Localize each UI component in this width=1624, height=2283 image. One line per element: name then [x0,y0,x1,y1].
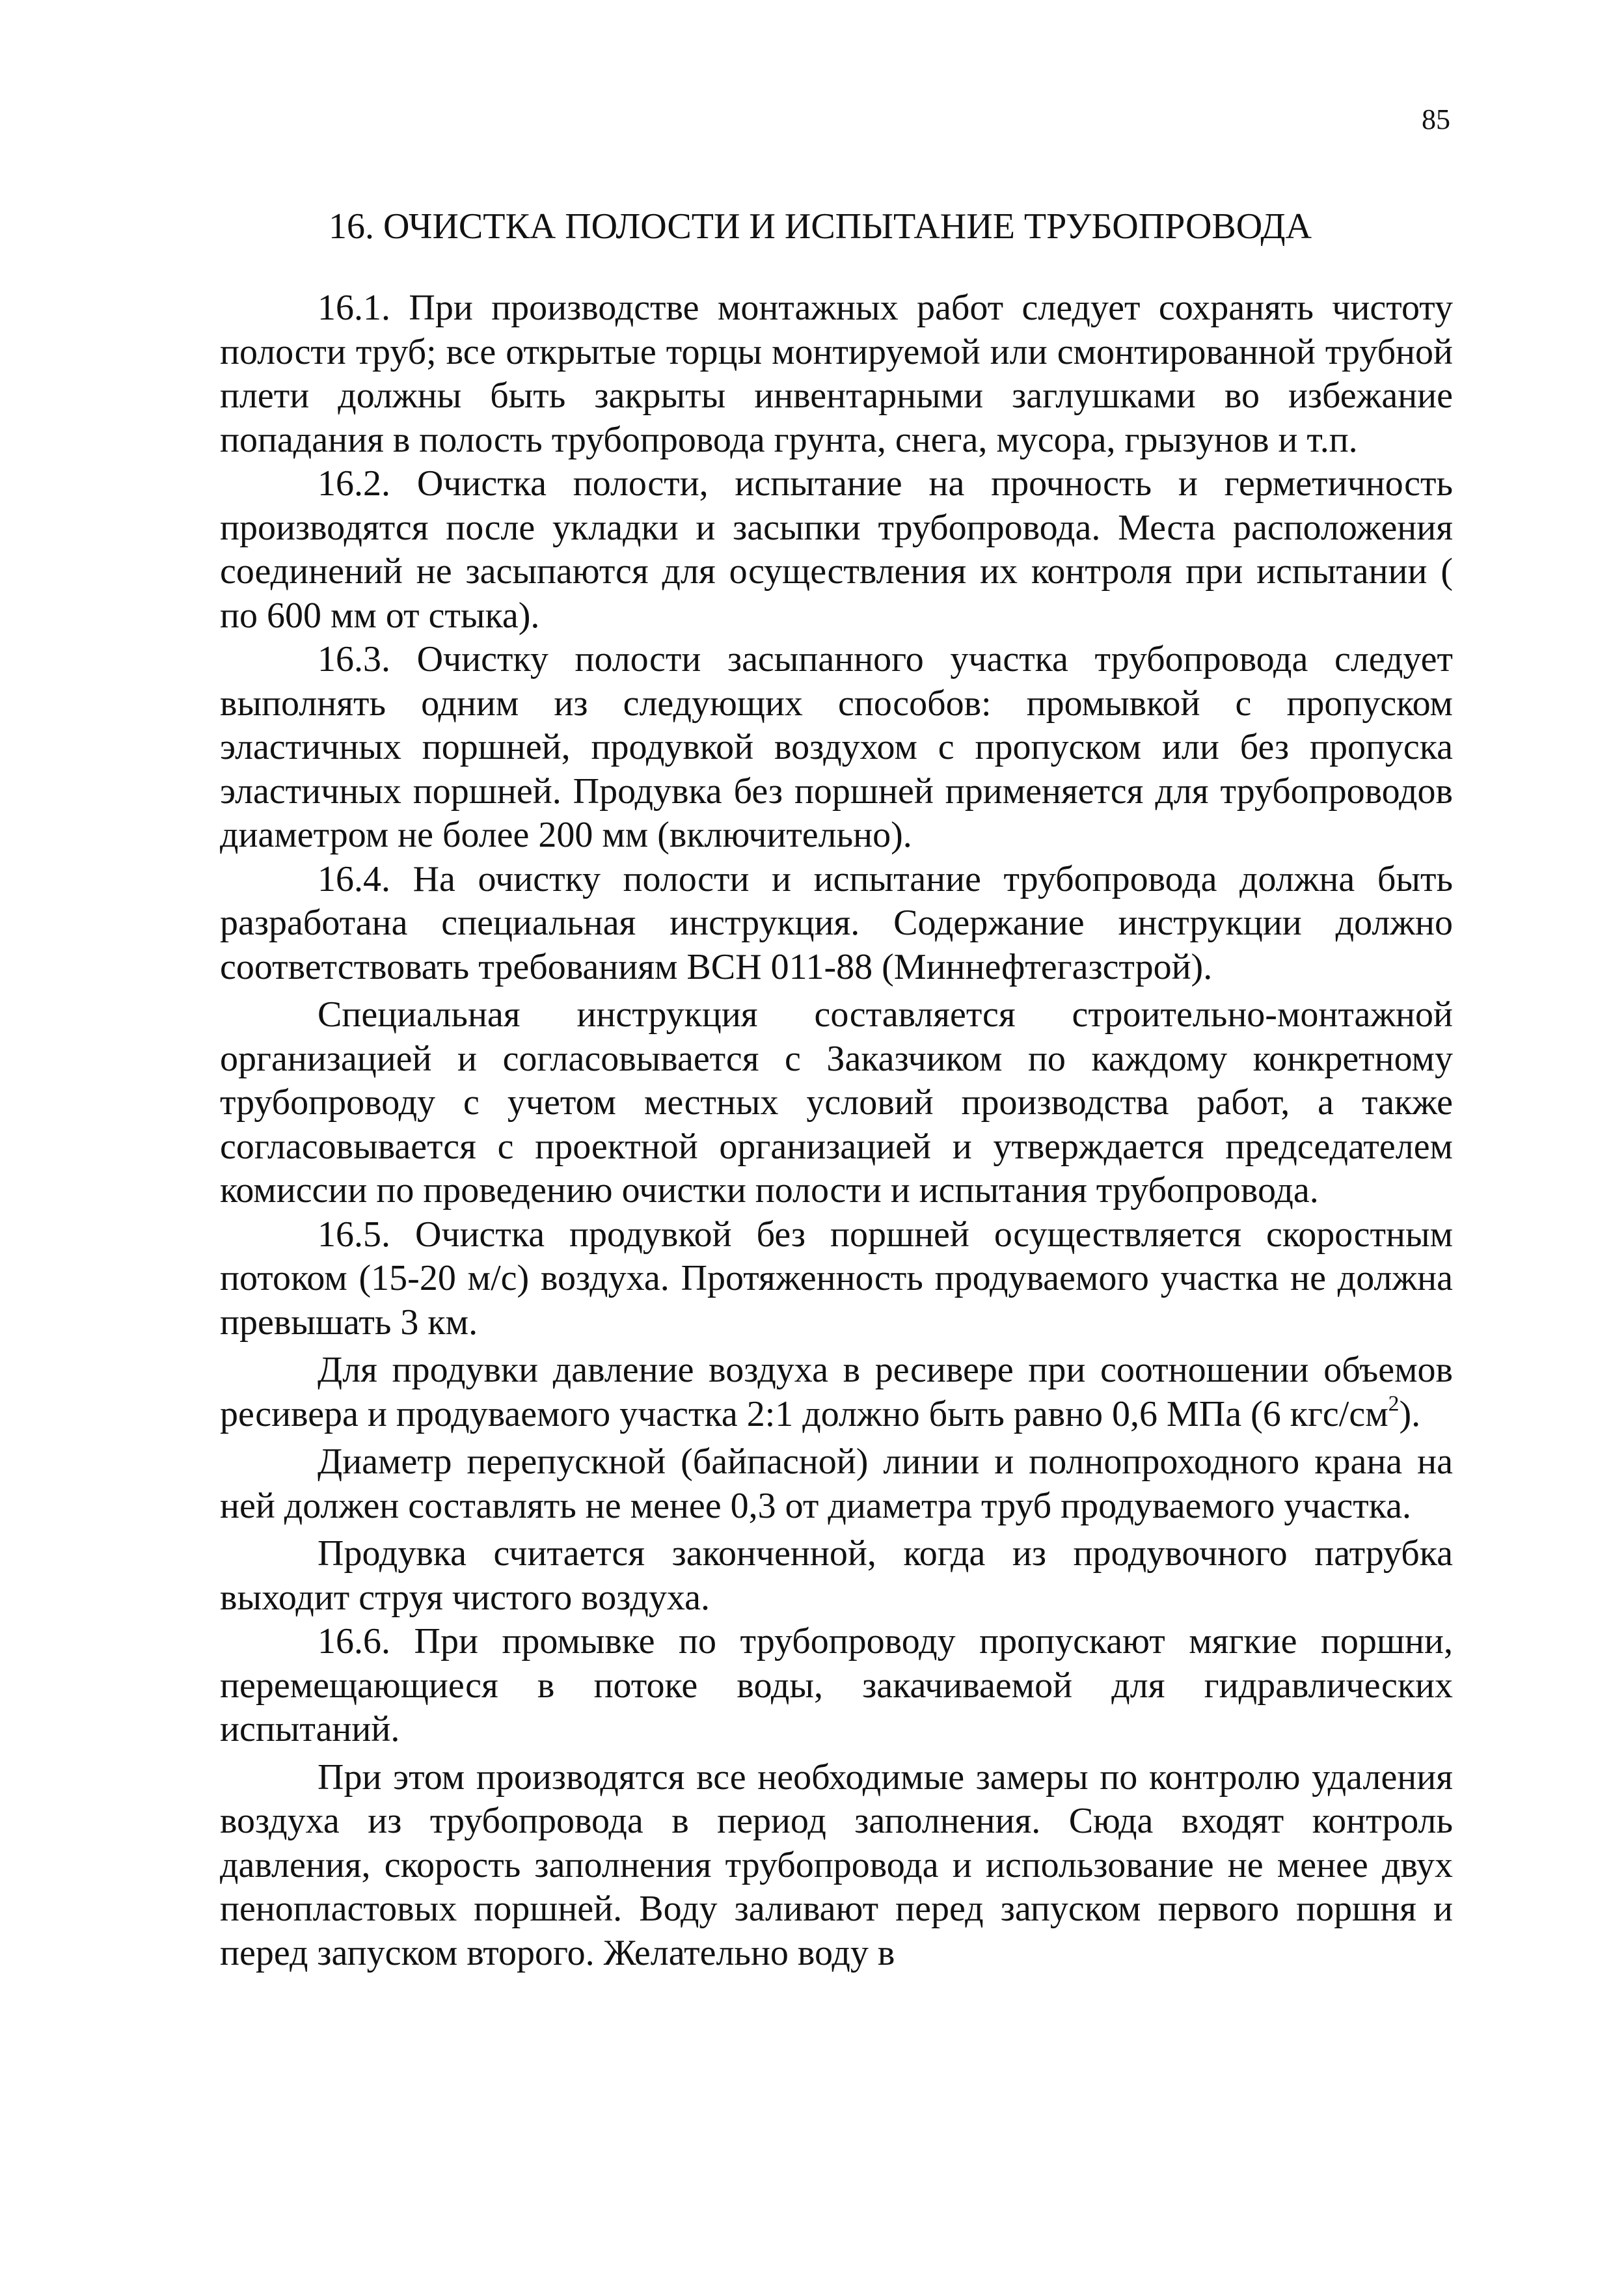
paragraph-16-6: 16.6. При промывке по трубопроводу пропускают мягкие поршни, перемещающиеся в потоке воды, закачиваемой для гидравлических испытаний. [220,1621,1453,1749]
paragraph-measurements: При этом производятся все необходимые замеры по контролю удаления воздуха из трубопровода в период заполнения. Сюда входят контроль давления, скорость заполнения трубопровода и использование не менее двух пенопластовых поршней. Воду заливают перед запуском первого поршня и перед запуском второго. Желательно воду в [220,1757,1453,1973]
paragraph-16-5: 16.5. Очистка продувкой без поршней осуществляется скоростным потоком (15-20 м/с) воздуха. Протяженность продуваемого участка не должна превышать 3 км. [220,1214,1453,1343]
paragraph-bypass-diameter: Диаметр перепускной (байпасной) линии и полнопроходного крана на ней должен составлять не менее 0,3 от диаметра труб продуваемого участка. [220,1442,1453,1526]
pressure-superscript: 2 [1388,1391,1400,1415]
paragraph-blowing-complete: Продувка считается законченной, когда из продувочного патрубка выходит струя чистого воздуха. [220,1533,1453,1618]
paragraph-blowing-pressure [220,1348,1453,1436]
paragraph-16-2: 16.2. Очистка полости, испытание на прочность и герметичность производятся после укладки и засыпки трубопровода. Места расположения соединений не засыпаются для осуществления их контроля при испытании ( по 600 мм от стыка). [220,463,1453,636]
paragraph-16-1: 16.1. При производстве монтажных работ следует сохранять чистоту полости труб; все открытые торцы монтируемой или смонтированной трубной плети должны быть закрыты инвентарными заглушками во избежание попадания в полость трубопровода грунта, снега, мусора, грызунов и т.п. [220,288,1453,460]
body-text [220,286,1453,1975]
pressure-text: Для продувки давление воздуха в ресивере при соотношении объемов ресивера и продуваемого участка 2:1 должно быть равно 0,6 МПа (6 кгс/см [220,1350,1453,1434]
paragraph-special-instruction: Специальная инструкция составляется строительно-монтажной организацией и согласовывается с Заказчиком по каждому конкретному трубопроводу с учетом местных условий производства работ, а также согласовывается с проектной организацией и утверждается председателем комиссии по проведению очистки полости и испытания трубопровода. [220,994,1453,1210]
paragraph-16-3: 16.3. Очистку полости засыпанного участка трубопровода следует выполнять одним из следующих способов: промывкой с пропуском эластичных поршней, продувкой воздухом с пропуском или без пропуска эластичных поршней. Продувка без поршней применяется для трубопроводов диаметром не более 200 мм (включительно). [220,639,1453,855]
pressure-tail: ). [1399,1393,1421,1434]
paragraph-16-4: 16.4. На очистку полости и испытание трубопровода должна быть разработана специальная инструкция. Содержание инструкции должно соответствовать требованиям ВСН 011-88 (Миннефтегазстрой). [220,858,1453,987]
section-heading: 16. ОЧИСТКА ПОЛОСТИ И ИСПЫТАНИЕ ТРУБОПРОВОДА [329,206,1312,247]
page-number: 85 [1422,103,1450,135]
